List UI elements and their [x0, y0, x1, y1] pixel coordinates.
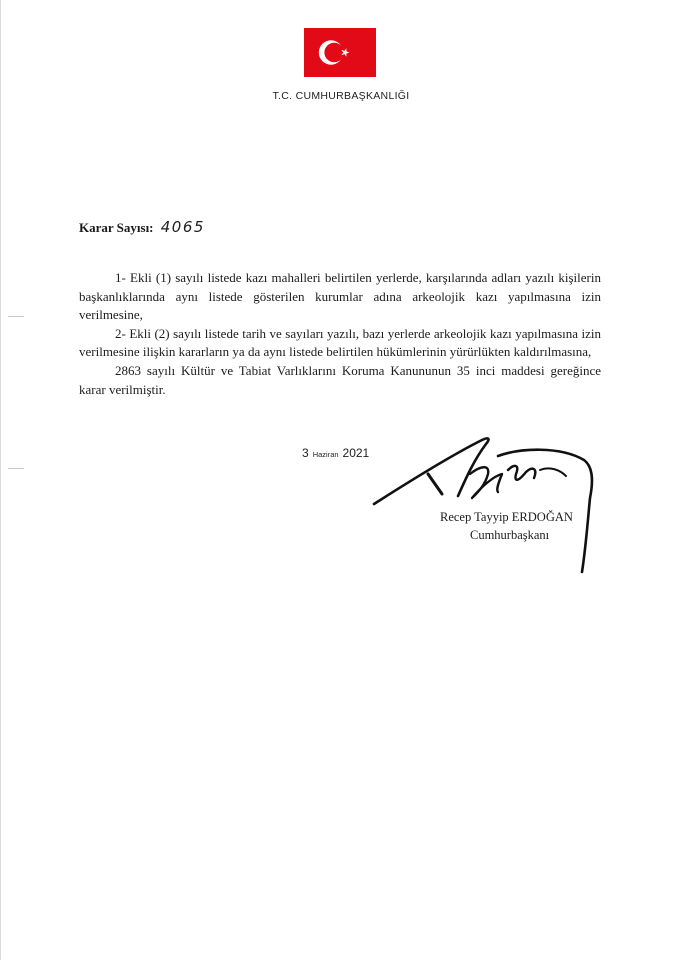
margin-mark: [8, 316, 24, 317]
body-paragraph: 2- Ekli (2) sayılı listede tarih ve sayıları yazılı, bazı yerlerde arkeolojik kazı yapılmasına izin verilmesine ilişkin kararların ya da aynı listede belirtilen hükümlerinin yürürlükten kaldırılmasına,: [79, 325, 601, 360]
signer-name: Recep Tayyip ERDOĞAN: [440, 510, 573, 524]
date-year: 2021: [342, 446, 370, 460]
margin-mark: [8, 468, 24, 469]
date-day: 3: [302, 446, 309, 460]
decision-date: [302, 446, 369, 460]
date-month: Haziran: [312, 450, 339, 459]
body-paragraph: 1- Ekli (1) sayılı listede kazı mahalleri belirtilen yerlerde, karşılarında adları yazılı kişilerin başkanlıklarında aynı listede gösterilen kurumlar adına arkeolojik kazı yapılmasına izin verilmesine,: [79, 270, 601, 323]
signature-image: [370, 426, 610, 576]
body-paragraph: 2863 sayılı Kültür ve Tabiat Varlıklarını Koruma Kanununun 35 inci maddesi gereğince karar verilmiştir.: [79, 362, 601, 397]
signer-title: Cumhurbaşkanı: [470, 528, 550, 542]
turkish-flag-icon: [304, 28, 376, 77]
page-edge: [0, 0, 1, 960]
signer-block: [440, 508, 600, 544]
decision-label: Karar Sayısı:: [79, 220, 154, 235]
decision-number: 4065: [160, 218, 205, 236]
decision-body: [79, 269, 601, 399]
decision-number-line: [79, 218, 205, 236]
institution-header: T.C. CUMHURBAŞKANLIĞI: [272, 90, 410, 102]
